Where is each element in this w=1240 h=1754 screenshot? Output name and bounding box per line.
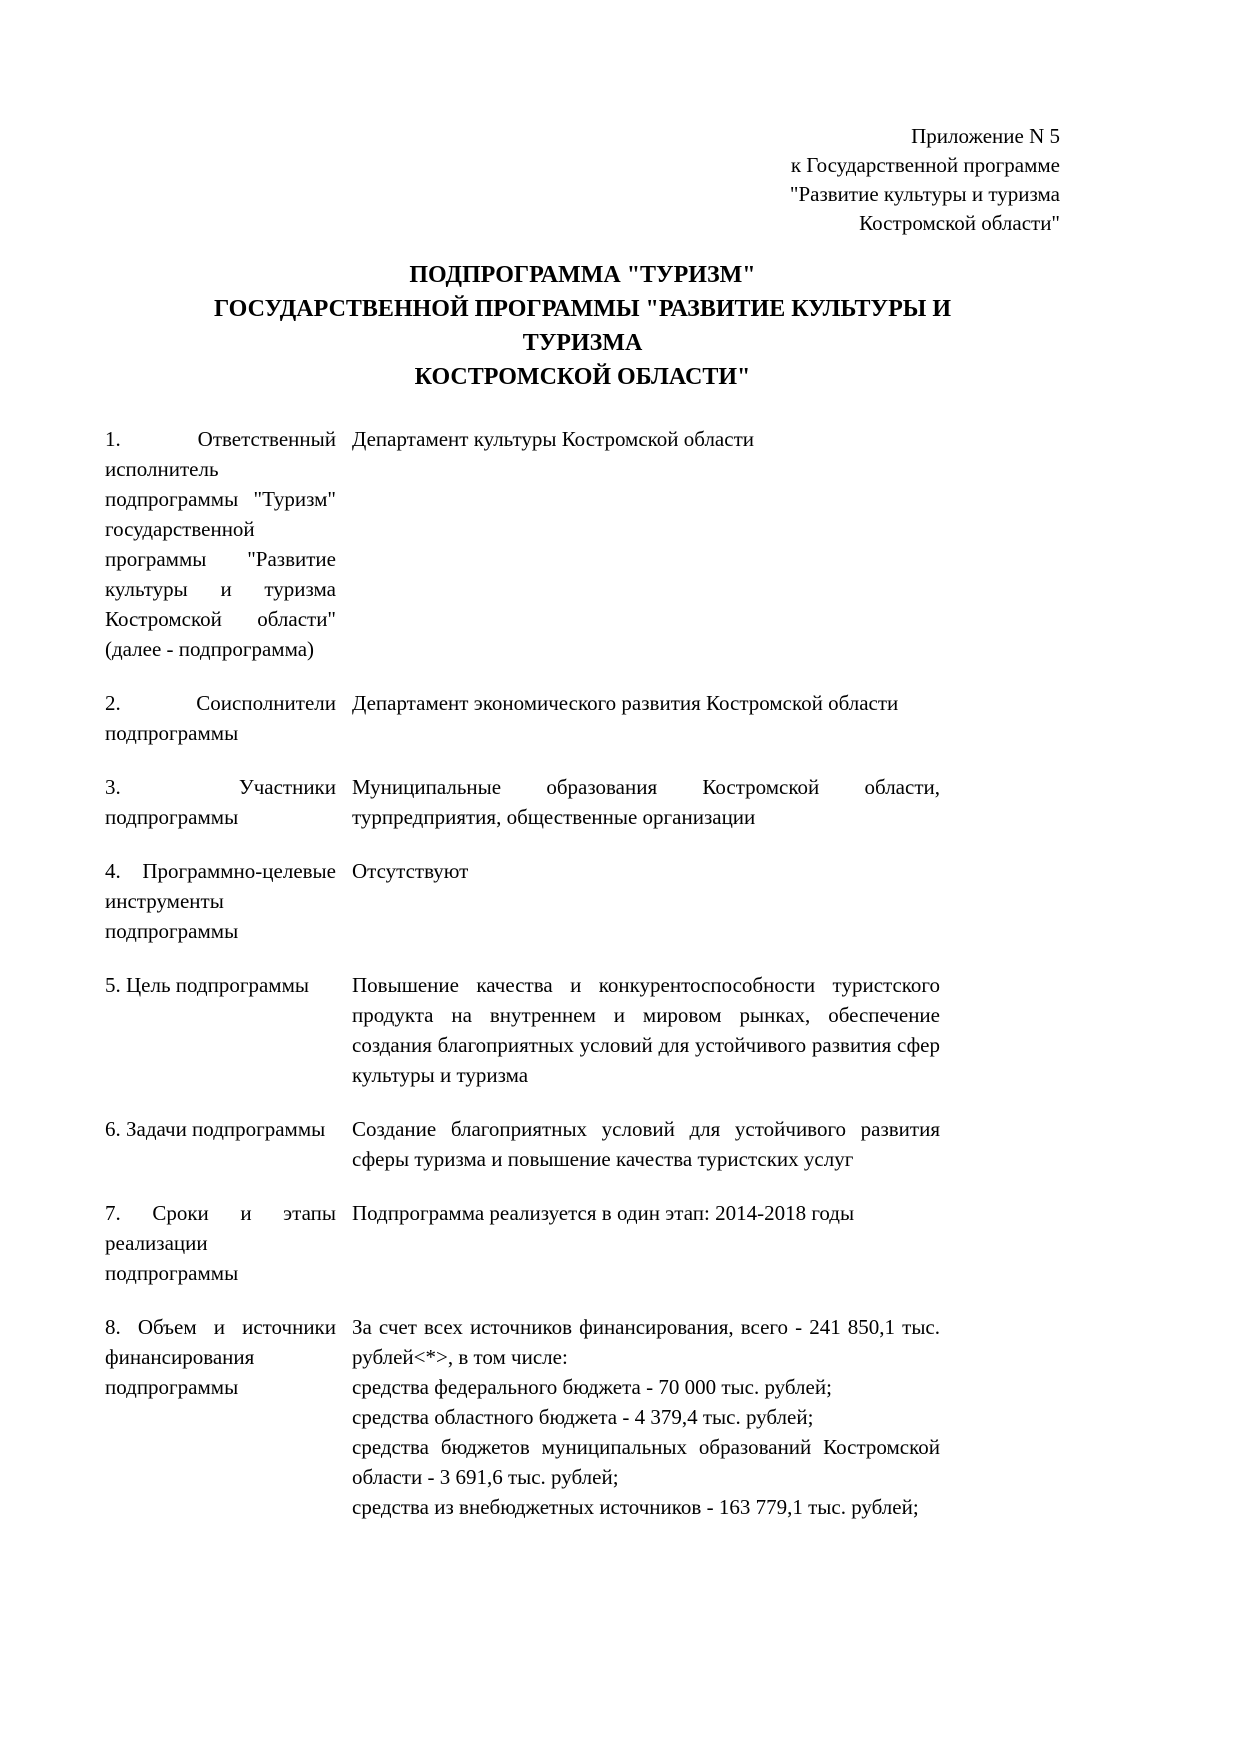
row-label: 6. Задачи подпрограммы bbox=[105, 1117, 326, 1141]
row-value bbox=[352, 856, 940, 946]
row-value-paragraph: Повышение качества и конкурентоспособности туристского продукта на внутреннем и мировом рынках, обеспечение создания благоприятных условий для устойчивого развития сфер культуры и туризма bbox=[352, 973, 940, 1087]
row-value-paragraph: средства из внебюджетных источников - 163 779,1 тыс. рублей; bbox=[352, 1495, 919, 1519]
row-value-paragraph: средства бюджетов муниципальных образований Костромской области - 3 691,6 тыс. рублей; bbox=[352, 1435, 940, 1489]
row-value-paragraph: средства областного бюджета - 4 379,4 тыс. рублей; bbox=[352, 1405, 814, 1429]
row-value bbox=[352, 1114, 940, 1174]
document-title-line: КОСТРОМСКОЙ ОБЛАСТИ" bbox=[414, 364, 751, 390]
row-value-paragraph: средства федерального бюджета - 70 000 тыс. рублей; bbox=[352, 1375, 832, 1399]
row-value bbox=[352, 1312, 940, 1522]
annex-header bbox=[105, 122, 1060, 238]
row-label: 8. Объем и источники финансирования подпрограммы bbox=[105, 1315, 336, 1399]
row-value-paragraph: Подпрограмма реализуется в один этап: 2014-2018 годы bbox=[352, 1201, 855, 1225]
passport-row bbox=[105, 1114, 940, 1174]
row-label: 3. Участники подпрограммы bbox=[105, 775, 336, 829]
row-value bbox=[352, 424, 940, 664]
document-title-line: ТУРИЗМА bbox=[522, 330, 643, 356]
row-value-paragraph: Создание благоприятных условий для устойчивого развития сферы туризма и повышение качества туристских услуг bbox=[352, 1117, 940, 1171]
passport-row bbox=[105, 424, 940, 664]
row-label: 5. Цель подпрограммы bbox=[105, 973, 309, 997]
annex-header-line: "Развитие культуры и туризма bbox=[789, 182, 1060, 206]
annex-header-line: к Государственной программе bbox=[790, 153, 1060, 177]
row-label: 1. Ответственный исполнитель подпрограммы "Туризм" государственной программы "Развитие культуры и туризма Костромской области" (далее - подпрограмма) bbox=[105, 427, 336, 661]
row-value-paragraph: За счет всех источников финансирования, всего - 241 850,1 тыс. рублей<*>, в том числе: bbox=[352, 1315, 940, 1369]
row-value bbox=[352, 772, 940, 832]
passport-row bbox=[105, 1198, 940, 1288]
row-value bbox=[352, 970, 940, 1090]
row-value-paragraph: Департамент экономического развития Костромской области bbox=[352, 691, 899, 715]
document-title-line: ГОСУДАРСТВЕННОЙ ПРОГРАММЫ "РАЗВИТИЕ КУЛЬТУРЫ И bbox=[213, 296, 952, 322]
passport-row bbox=[105, 772, 940, 832]
row-value bbox=[352, 1198, 940, 1288]
annex-header-line: Приложение N 5 bbox=[911, 124, 1060, 148]
document-title-line: ПОДПРОГРАММА "ТУРИЗМ" bbox=[409, 262, 756, 288]
row-value-paragraph: Муниципальные образования Костромской области, турпредприятия, общественные организации bbox=[352, 775, 940, 829]
row-value bbox=[352, 688, 940, 748]
row-label: 7. Сроки и этапы реализации подпрограммы bbox=[105, 1201, 336, 1285]
passport-row bbox=[105, 970, 940, 1090]
row-value-paragraph: Отсутствуют bbox=[352, 859, 469, 883]
passport-row bbox=[105, 688, 940, 748]
annex-header-line: Костромской области" bbox=[859, 211, 1060, 235]
row-label: 2. Соисполнители подпрограммы bbox=[105, 691, 336, 745]
row-value-paragraph: Департамент культуры Костромской области bbox=[352, 427, 754, 451]
document-title bbox=[105, 258, 1060, 394]
passport-row bbox=[105, 856, 940, 946]
row-label: 4. Программно-целевые инструменты подпрограммы bbox=[105, 859, 336, 943]
passport-table bbox=[105, 424, 940, 1522]
passport-row bbox=[105, 1312, 940, 1522]
